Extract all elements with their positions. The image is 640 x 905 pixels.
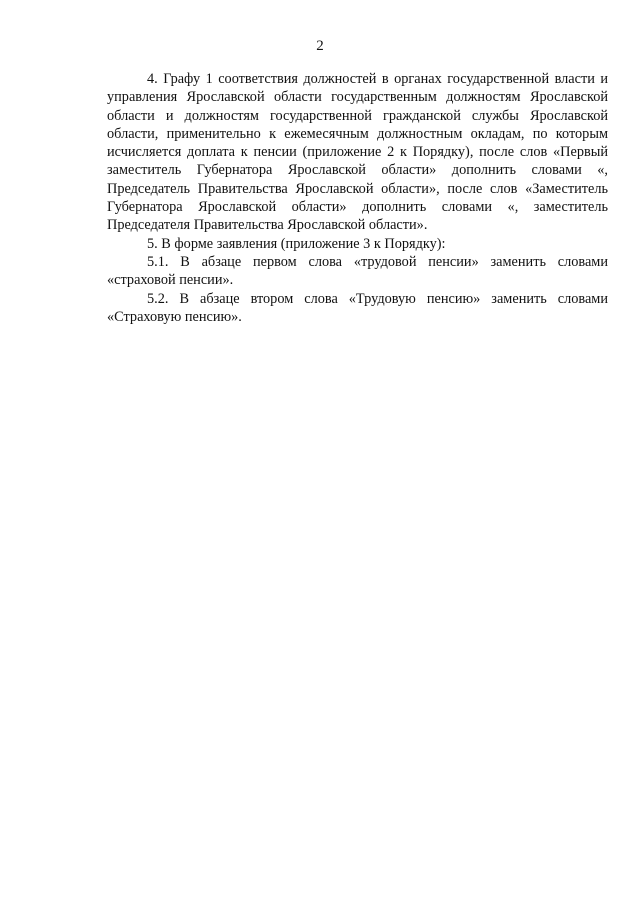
page-number: 2: [316, 38, 324, 54]
document-body: [107, 70, 608, 326]
paragraph-item-5: 5. В форме заявления (приложение 3 к Порядку):: [147, 235, 446, 252]
paragraph-item-4: 4. Графу 1 соответствия должностей в органах государственной власти и управления Ярославской области государственным должностям Ярославской области и должностям государственной гражданской службы Ярославской области, применительно к ежемесячным должностным окладам, по которым исчисляется доплата к пенсии (приложение 2 к Порядку), после слов «Первый заместитель Губернатора Ярославской области» дополнить словами «, Председатель Правительства Ярославской области», после слов «Заместитель Губернатора Ярославской области» дополнить словами «, заместитель Председателя Правительства Ярославской области».: [107, 71, 608, 234]
paragraph-item-5-1: 5.1. В абзаце первом слова «трудовой пенсии» заменить словами «страховой пенсии».: [107, 253, 608, 289]
paragraph-item-5-2: 5.2. В абзаце втором слова «Трудовую пенсию» заменить словами «Страховую пенсию».: [107, 290, 608, 325]
